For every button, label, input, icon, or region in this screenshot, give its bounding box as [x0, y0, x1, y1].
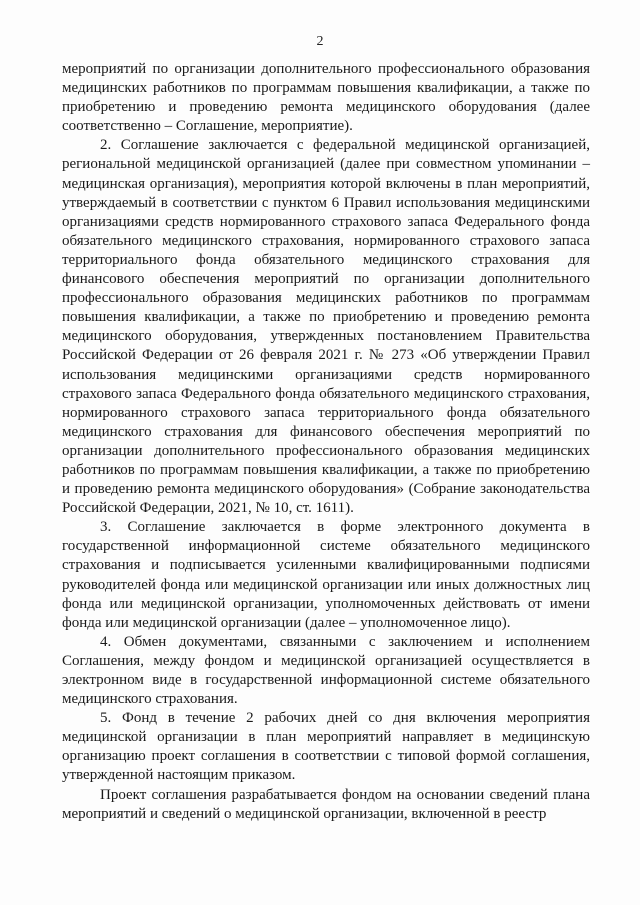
document-body	[62, 60, 590, 824]
paragraph-continuation: мероприятий по организации дополнительного профессионального образования медицинских работников по программам повышения квалификации, а также по приобретению и проведению ремонта медицинского оборудования (далее соответственно – Соглашение, мероприятие).	[62, 61, 590, 135]
paragraph-item-5: 5. Фонд в течение 2 рабочих дней со дня включения мероприятия медицинской организации в план мероприятий направляет в медицинскую организацию проект соглашения в соответствии с типовой формой соглашения, утвержденной настоящим приказом.	[62, 710, 590, 784]
paragraph-item-4: 4. Обмен документами, связанными с заключением и исполнением Соглашения, между фондом и медицинской организацией осуществляется в электронном виде в государственной информационной системе обязательного медицинского страхования.	[62, 633, 590, 708]
paragraph-draft-agreement: Проект соглашения разрабатывается фондом на основании сведений плана мероприятий и сведений о медицинской организации, включенной в реестр	[62, 786, 590, 822]
paragraph-item-2: 2. Соглашение заключается с федеральной медицинской организацией, региональной медицинской организацией (далее при совместном упоминании – медицинская организация), мероприятия которой включены в план мероприятий, утверждаемый в соответствии с пунктом 6 Правил использования медицинскими организациями средств нормированного страхового запаса Федерального фонда обязательного медицинского страхования, нормированного страхового запаса территориального фонда обязательного медицинского страхования для финансового обеспечения мероприятий по организации дополнительного профессионального образования медицинских работников по программам повышения квалификации, а также по приобретению и проведению ремонта медицинского оборудования, утвержденных постановлением Правительства Российской Федерации от 26 февраля 2021 г. № 273 «Об утверждении Правил использования медицинскими организациями средств нормированного страхового запаса Федерального фонда обязательного медицинского страхования, нормированного страхового запаса территориального фонда обязательного медицинского страхования для финансового обеспечения мероприятий по организации дополнительного профессионального образования медицинских работников по программам повышения квалификации, а также по приобретению и проведению ремонта медицинского оборудования» (Собрание законодательства Российской Федерации, 2021, № 10, ст. 1611).	[62, 137, 590, 517]
page-number: 2	[316, 34, 324, 49]
paragraph-item-3: 3. Соглашение заключается в форме электронного документа в государственной информационной системе обязательного медицинского страхования и подписывается усиленными квалифицированными подписями руководителей фонда или медицинской организации или иных должностных лиц фонда или медицинской организации, уполномоченных действовать от имени фонда или медицинской организации (далее – уполномоченное лицо).	[62, 519, 590, 631]
